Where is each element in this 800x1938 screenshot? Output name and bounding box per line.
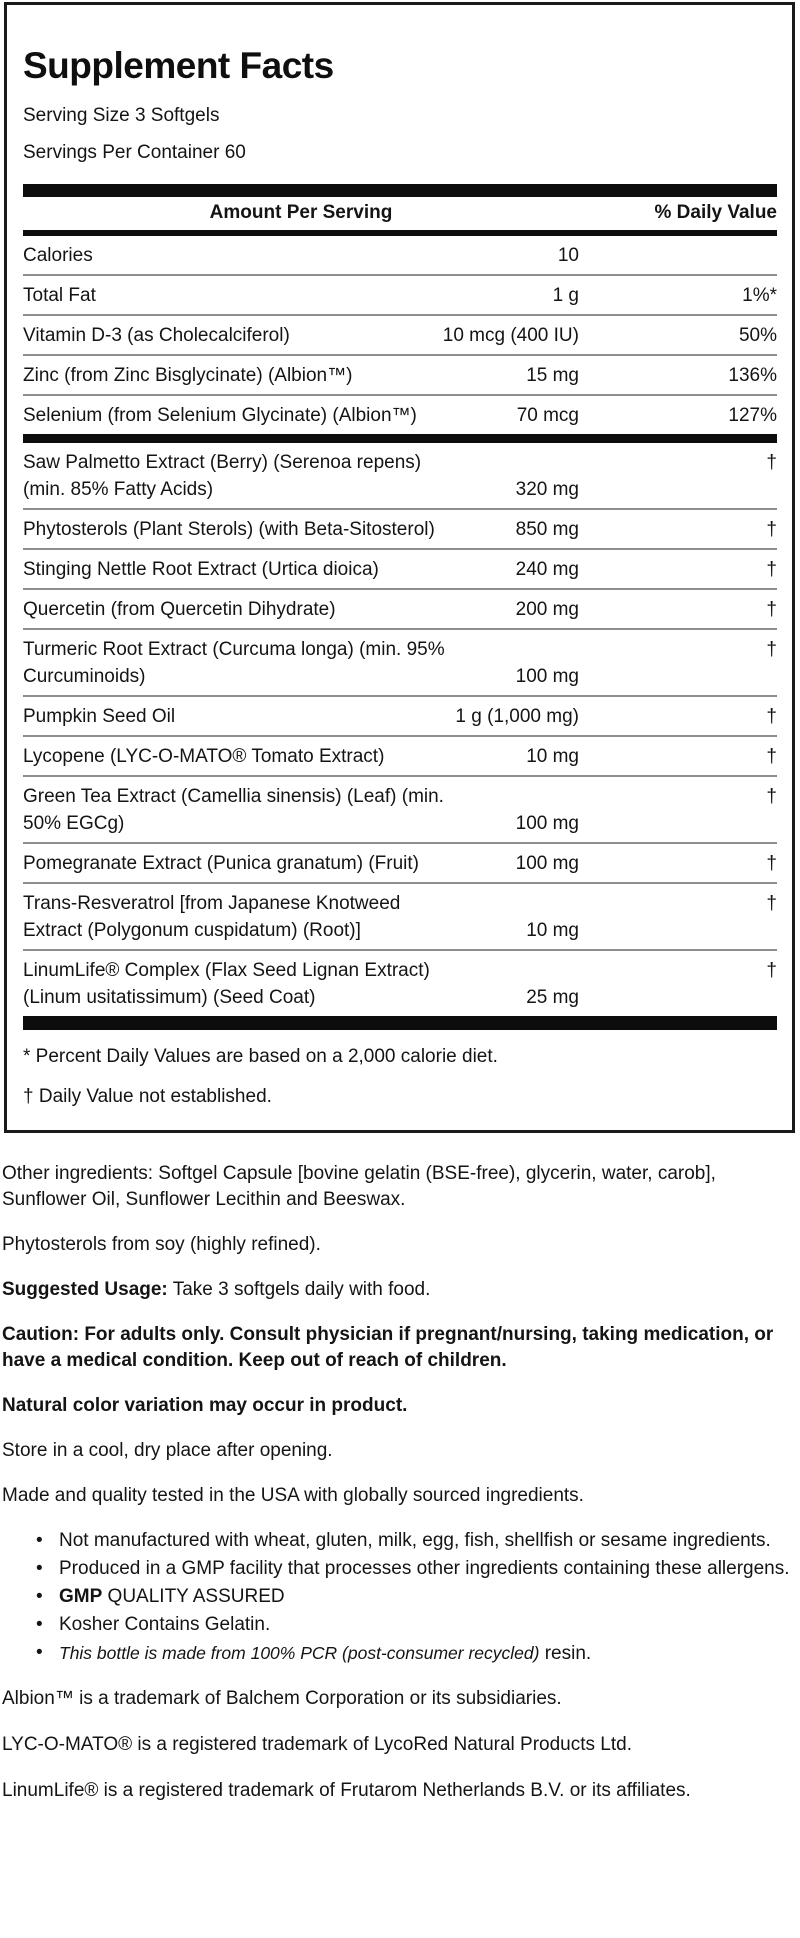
bullet-item: [2, 1556, 796, 1582]
trademark-line: Albion™ is a trademark of Balchem Corporation or its subsidiaries.: [2, 1688, 562, 1709]
soy-note: Phytosterols from soy (highly refined).: [2, 1234, 321, 1255]
nutrient-amount: 70 mcg: [516, 405, 579, 426]
nutrient-name: Stinging Nettle Root Extract (Urtica dioica): [23, 559, 379, 580]
supplement-label-page: [0, 2, 800, 1804]
color-variation-note: Natural color variation may occur in product.: [2, 1395, 408, 1416]
nutrient-name: Selenium (from Selenium Glycinate) (Albion™): [23, 405, 417, 426]
suggested-usage-text: Take 3 softgels daily with food.: [167, 1279, 431, 1300]
divider-section-heavy: [23, 434, 777, 443]
nutrient-daily-value: †: [766, 706, 777, 727]
nutrient-row: [23, 588, 777, 628]
nutrient-amount: 1 g: [552, 285, 579, 306]
nutrient-daily-value: †: [766, 599, 777, 620]
nutrient-cell-left: [23, 596, 579, 623]
nutrient-name: Turmeric Root Extract (Curcuma longa) (min. 95% Curcuminoids): [23, 639, 445, 687]
label-details: [2, 1161, 796, 1804]
column-header-amount-per-serving: Amount Per Serving: [209, 202, 393, 223]
nutrient-name: Zinc (from Zinc Bisglycinate) (Albion™): [23, 365, 353, 386]
panel-title: Supplement Facts: [23, 45, 334, 86]
nutrient-table: [23, 236, 777, 1016]
footnote-line: † Daily Value not established.: [23, 1086, 272, 1107]
nutrient-amount: 10 mg: [526, 920, 579, 941]
nutrient-cell-left: [23, 402, 579, 429]
nutrient-row: [23, 949, 777, 1016]
bullet-item: [2, 1584, 796, 1610]
bullet-text: QUALITY ASSURED: [102, 1586, 285, 1607]
bullet-text: resin.: [539, 1643, 592, 1664]
servings-per-container-line: Servings Per Container 60: [23, 142, 246, 163]
bullet-text: Produced in a GMP facility that processes other ingredients containing these allergens.: [59, 1558, 790, 1579]
column-header-daily-value: % Daily Value: [654, 202, 777, 223]
nutrient-cell-left: [23, 516, 579, 543]
nutrient-daily-value: †: [766, 853, 777, 874]
nutrient-cell-left: [23, 890, 579, 944]
nutrient-amount: 100 mg: [515, 853, 579, 874]
nutrient-amount: 10: [557, 245, 579, 266]
nutrient-daily-value: †: [766, 559, 777, 580]
nutrient-row: [23, 882, 777, 949]
other-ingredients-text: Other ingredients: Softgel Capsule [bovine gelatin (BSE-free), glycerin, water, carob], Sunflower Oil, Sunflower Lecithin and Beeswax.: [2, 1163, 716, 1210]
nutrient-row: [23, 775, 777, 842]
nutrient-name: Lycopene (LYC-O-MATO® Tomato Extract): [23, 746, 385, 767]
nutrient-daily-value: 50%: [738, 325, 777, 346]
nutrient-name: Calories: [23, 245, 93, 266]
nutrient-amount: 25 mg: [526, 987, 579, 1008]
nutrient-name: Total Fat: [23, 285, 96, 306]
nutrient-row: [23, 628, 777, 695]
nutrient-cell-left: [23, 322, 579, 349]
nutrient-name: Green Tea Extract (Camellia sinensis) (Leaf) (min. 50% EGCg): [23, 786, 444, 834]
nutrient-daily-value: †: [766, 519, 777, 540]
panel-footnotes: [23, 1030, 777, 1130]
allergen-bullet-list: [2, 1528, 796, 1667]
nutrient-amount: 10 mg: [526, 746, 579, 767]
nutrient-daily-value: †: [766, 452, 777, 473]
storage-note: Store in a cool, dry place after opening.: [2, 1440, 333, 1461]
serving-size-line: Serving Size 3 Softgels: [23, 105, 220, 126]
origin-note: Made and quality tested in the USA with globally sourced ingredients.: [2, 1485, 584, 1506]
caution-note: Caution: For adults only. Consult physician if pregnant/nursing, taking medication, or have a medical condition. Keep out of reach of children.: [2, 1324, 774, 1371]
nutrient-cell-left: [23, 850, 579, 877]
nutrient-amount: 100 mg: [515, 666, 579, 687]
nutrient-cell-left: [23, 703, 579, 730]
nutrient-row: [23, 508, 777, 548]
nutrient-daily-value: †: [766, 746, 777, 767]
nutrient-name: LinumLife® Complex (Flax Seed Lignan Extract) (Linum usitatissimum) (Seed Coat): [23, 960, 430, 1008]
nutrient-amount: 240 mg: [515, 559, 579, 580]
nutrient-row: [23, 236, 777, 274]
nutrient-daily-value: †: [766, 786, 777, 807]
suggested-usage-label: Suggested Usage:: [2, 1279, 168, 1300]
nutrient-row: [23, 394, 777, 434]
nutrient-name: Trans-Resveratrol [from Japanese Knotweed Extract (Polygonum cuspidatum) (Root)]: [23, 893, 401, 941]
bullet-text: Kosher Contains Gelatin.: [59, 1614, 271, 1635]
nutrient-row: [23, 354, 777, 394]
nutrient-row: [23, 695, 777, 735]
nutrient-amount: 10 mcg (400 IU): [442, 325, 579, 346]
nutrient-row: [23, 735, 777, 775]
nutrient-amount: 1 g (1,000 mg): [455, 706, 579, 727]
footnote-line: * Percent Daily Values are based on a 2,000 calorie diet.: [23, 1046, 498, 1067]
bullet-text: Not manufactured with wheat, gluten, milk, egg, fish, shellfish or sesame ingredients.: [59, 1530, 771, 1551]
nutrient-daily-value: 1%*: [742, 285, 777, 306]
nutrient-name: Pumpkin Seed Oil: [23, 706, 176, 727]
nutrient-cell-left: [23, 362, 579, 389]
suggested-usage: [2, 1277, 796, 1303]
nutrient-cell-left: [23, 282, 579, 309]
nutrient-name: Vitamin D-3 (as Cholecalciferol): [23, 325, 290, 346]
nutrient-name: Phytosterols (Plant Sterols) (with Beta-Sitosterol): [23, 519, 435, 540]
table-header-row: [23, 197, 777, 230]
bullet-item: [2, 1528, 796, 1554]
bullet-item: [2, 1640, 796, 1667]
nutrient-name: Pomegranate Extract (Punica granatum) (Fruit): [23, 853, 419, 874]
divider-bottom-heavy: [23, 1016, 777, 1030]
trademark-line: LinumLife® is a registered trademark of Frutarom Netherlands B.V. or its affiliates.: [2, 1780, 691, 1801]
nutrient-row: [23, 314, 777, 354]
nutrient-cell-left: [23, 636, 579, 690]
nutrient-amount: 100 mg: [515, 813, 579, 834]
nutrient-cell-left: [23, 449, 579, 503]
bullet-item: [2, 1612, 796, 1638]
nutrient-cell-left: [23, 242, 579, 269]
nutrient-cell-left: [23, 556, 579, 583]
nutrient-name: Saw Palmetto Extract (Berry) (Serenoa repens) (min. 85% Fatty Acids): [23, 452, 422, 500]
nutrient-daily-value: †: [766, 893, 777, 914]
trademark-notes: [2, 1686, 796, 1804]
nutrient-amount: 850 mg: [515, 519, 579, 540]
nutrient-amount: 320 mg: [515, 479, 579, 500]
bullet-lead-bold: GMP: [59, 1586, 103, 1607]
supplement-facts-panel: [4, 2, 795, 1133]
bullet-lead-italic: This bottle is made from 100% PCR (post-consumer recycled): [59, 1643, 540, 1663]
nutrient-cell-left: [23, 957, 579, 1011]
nutrient-daily-value: †: [766, 960, 777, 981]
trademark-line: LYC-O-MATO® is a registered trademark of LycoRed Natural Products Ltd.: [2, 1734, 632, 1755]
nutrient-row: [23, 842, 777, 882]
nutrient-amount: 15 mg: [526, 365, 579, 386]
nutrient-row: [23, 274, 777, 314]
nutrient-row: [23, 443, 777, 508]
divider-top-heavy: [23, 184, 777, 197]
nutrient-daily-value: †: [766, 639, 777, 660]
nutrient-amount: 200 mg: [515, 599, 579, 620]
nutrient-name: Quercetin (from Quercetin Dihydrate): [23, 599, 336, 620]
nutrient-cell-left: [23, 743, 579, 770]
nutrient-cell-left: [23, 783, 579, 837]
nutrient-daily-value: 136%: [728, 365, 777, 386]
nutrient-row: [23, 548, 777, 588]
nutrient-daily-value: 127%: [728, 405, 777, 426]
